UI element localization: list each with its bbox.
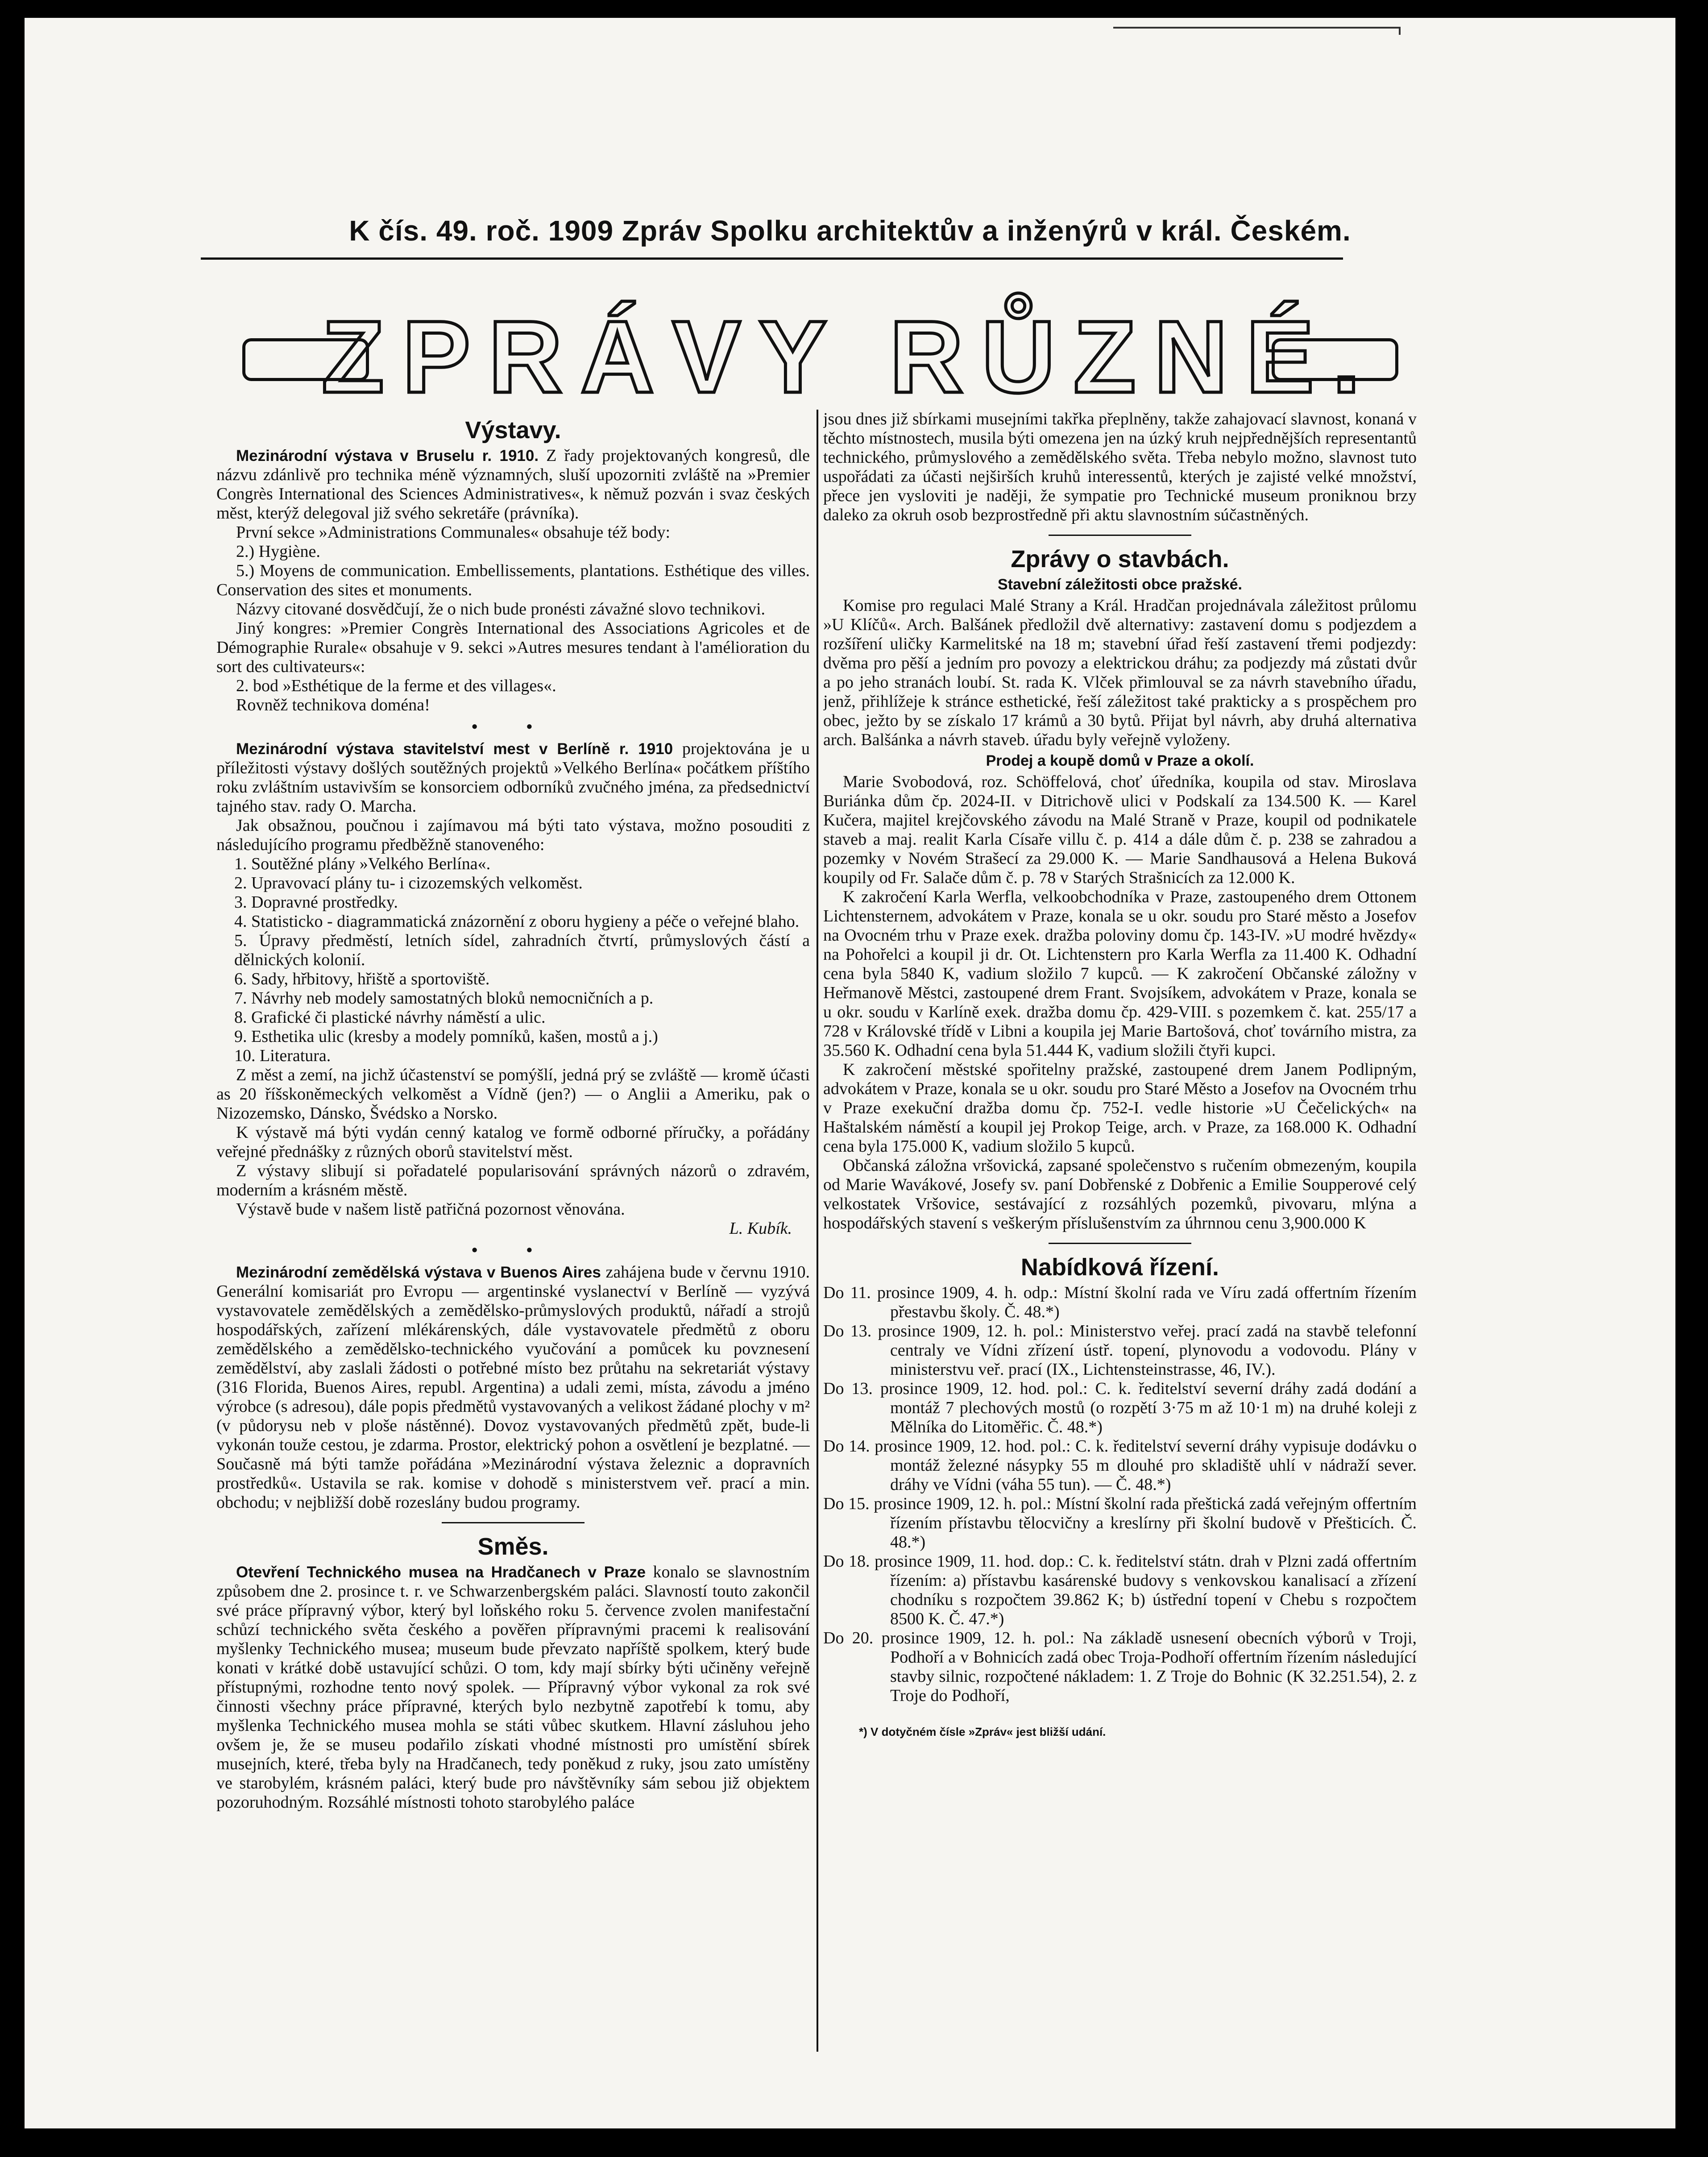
corner-mark [1113, 27, 1401, 35]
paragraph: První sekce »Administrations Communales« obsahuje též body: [236, 523, 671, 542]
program-item: 8. Grafické či plastické návrhy náměstí a ulic. [234, 1008, 546, 1027]
section-rule [1049, 1243, 1191, 1244]
program-item: 10. Literatura. [234, 1046, 331, 1065]
article-brusel [216, 446, 810, 523]
article-museum-continued: jsou dnes již sbírkami musejními takřka přeplněny, takže zahajovací slavnost, konaná v těchto místnostech, musila býti omezena jen na úzký kruh nejpřednějších representantů technického, průmyslového a zemědělského světa. Třeba nebylo možno, slavnost tuto uspořádati za účasti nejširších kruhů interessentů, kterých je zajisté velké množství, přece jen vysloviti je naději, že sympatie pro Technické museum proniknou brzy daleko za okruh osob bezprostředně při aktu slavnostním súčastněných. [823, 410, 1417, 524]
article-museum-text: konalo se slavnostním způsobem dne 2. prosince t. r. ve Schwarzenbergském paláci. Slavností touto zakončil své práce přípravný výbor, který byl loňského roku 5. července zvolen manifestační schůzí technického světa českého a pověřen přípravnými pracemi k realisování myšlenky Technického musea; museum bude převzato napříště spolkem, který bude konati v krátké době ustavující schůzi. O tom, kdy mají sbírky býti učiněny veřejně přístupnými, rozhodne tento nový spolek. — Přípravný výbor vykonal za rok své činnosti všechny práce přípravné, kterých bylo nezbytně zapotřebí k tomu, aby myšlenka Technického musea mohla se státi vůbec skutkem. Hlavní zásluhou jeho ovšem je, že se museu podařilo získati vhodné místnosti pro umístění sbírek musejních, které, třeba byly na Hradčanech, tedy poněkud z ruky, jsou zato umístěny ve starobylém, krásném paláci, který bude pro návštěvníky sám sebou již objektem pozoruhodným. Rozsáhlé místnosti tohoto starobylého paláce [216, 1563, 810, 1812]
article-buenos-text: zahájena bude v červnu 1910. Generální komisariát pro Evropu — argentinské vyslanectví v Berlíně — vyzývá vystavovatele zemědělských a zemědělsko-průmyslových produktů, nářadí a strojů hospodářských, zařízení mlékárenských, dále vystavovatele předmětů z oboru zemědělského a zemědělsko-technického vyučování a pomůcek ku povznesení zemědělství, aby zaslali žádosti o potřebné místo bez průtahu na sekretariát výstavy (316 Florida, Buenos Aires, republ. Argentina) a udali zemi, místa, závodu a jméno výrobce (s adresou), dále popis předmětů vystavovaných a velikost žádané plochy v m² (v půdorysu neb v ploše nástěnné). Dovoz vystavovaných předmětů zpět, bude-li vykonán touže cestou, je zdarma. Prostor, elektrický pohon a osvětlení je bezplatné. — Současně má býti tamže pořádána »Mezinárodní výstava železnic a dopravních prostředků«. Ustavila se rak. komise v dohodě s ministerstvem veř. prací a min. obchodu; v nejbližší době rozeslány budou programy. [216, 1263, 810, 1512]
paragraph: K zakročení městské spořitelny pražské, zastoupené drem Janem Podlipným, advokátem v Praze, konala se u okr. soudu pro Staré Město a Josefov na Ovocném trhu v Praze exekuční dražba domu čp. 752-I. vedle historie »U Čečelických« na Haštalském náměstí a koupil jej Prokop Teige, arch. v Praze, za 168.000 K. Odhadní cena byla 175.000 K, vadium složilo 5 kupců. [823, 1060, 1417, 1156]
article-berlin-text: projektována je u příležitosti výstavy došlých soutěžných projektů »Velkého Berlína« počátkem příštího roku zvláštním ustavivším se konsorciem odborníků zvučného jména, za předsednictví tajného stav. rady O. Marcha. [216, 739, 810, 816]
subheading-prodej: Prodej a koupě domů v Praze a okolí. [986, 752, 1254, 769]
tender-item: Do 20. prosince 1909, 12. h. pol.: Na základě usnesení obecních výborů v Troji, Podhoří a v Bohnicích zadá obec Troja-Podhoří offertním řízením následující stavby silnic, rozpočtené nákladem: 1. Z Troje do Bohnic (K 32.251.54), 2. z Troje do Podhoří, [823, 1629, 1417, 1705]
paragraph: Jak obsažnou, poučnou i zajímavou má býti tato výstava, možno posouditi z následujícího programu předběžně stanoveného: [216, 816, 810, 854]
tender-item: Do 14. prosince 1909, 12. hod. pol.: C. k. ředitelství severní dráhy vypisuje dodávku o montáž železné násypky 55 m dlouhé pro skladiště uhlí v nádraží sever. dráhy ve Vídni (váha 55 tun). — Č. 48.*) [823, 1437, 1417, 1494]
document-page [25, 18, 1675, 2128]
paragraph: 2. bod »Esthétique de la ferme et des villages«. [236, 676, 556, 695]
right-column [823, 410, 1417, 2105]
paragraph: Komise pro regulaci Malé Strany a Král. Hradčan projednávala záležitost průlomu »U Klíčů«. Arch. Balšánek předložil dvě alternativy: zastavení domu s podjezdem a rozšíření uličky Karmelitské na 18 m; stavební úřad řeší zastavení třemi podjezdy: dvěma pro pěší a jedním pro povozy a elektrickou dráhu; za podjezdy má zůstati dvůr a po jeho stranách loubí. St. rada K. Vlček přimlouval se za návrh stavebního úřadu, jenž, přihlížeje k stránce esthetické, řeší záležitost také prakticky a s prospěchem pro obec, ježto by se získalo 17 krámů a 30 bytů. Přijat byl návrh, aby druhá alternativa arch. Balšánka a návrh staveb. úřadu byly veřejně vyloženy. [823, 596, 1417, 749]
paragraph: 5.) Moyens de communication. Embellissements, plantations. Esthétique des villes. Conservation des sites et monuments. [216, 561, 810, 599]
paragraph: Rovněž technikova doména! [236, 696, 430, 714]
tender-item: Do 11. prosince 1909, 4. h. odp.: Místní školní rada ve Víru zadá offertním řízením přestavbu školy. Č. 48.*) [823, 1283, 1417, 1321]
heading-rizeni: Nabídková řízení. [1020, 1254, 1219, 1281]
program-item: 6. Sady, hřbitovy, hřiště a sportoviště. [234, 970, 490, 988]
subheading-stavebni: Stavební záležitosti obce pražské. [998, 576, 1242, 593]
tender-item: Do 15. prosince 1909, 12. h. pol.: Místní školní rada přeštická zadá veřejným offertním řízením přístavbu tělocvičny a kreslírny při školní budově v Přešticích. Č. 48.*) [823, 1494, 1417, 1551]
heading-smes: Směs. [477, 1533, 549, 1560]
tender-item: Do 13. prosince 1909, 12. hod. pol.: C. k. ředitelství severní dráhy zadá dodání a montáž 7 plechových mostů (o rozpětí 3·75 m až 10·1 m) na druhé koleji z Mělníka do Litoměřic. Č. 48.*) [823, 1379, 1417, 1436]
paragraph: Jiný kongres: »Premier Congrès International des Associations Agricoles et de Démographie Rurale« obsahuje v 9. sekci »Autres mesures tendant à l'amélioration du sort des cultivateurs«: [216, 619, 810, 676]
article-berlin [216, 739, 810, 816]
separator-dots: • • [471, 1241, 555, 1260]
heading-stavby: Zprávy o stavbách. [1011, 546, 1229, 572]
article-brusel-text: Z řady projektovaných kongresů, dle názvu zdánlivě pro technika méně významných, sluší upozorniti zvláště na »Premier Congrès International des Sciences Administratives«, k němuž pozván i svaz českých měst, kterýž delegoval již svého sekretáře (právníka). [216, 446, 810, 523]
paragraph: Výstavě bude v našem listě patřičná pozornost věnována. [236, 1200, 625, 1219]
paragraph: K výstavě má býti vydán cenný katalog ve formě odborné příručky, a pořádány veřejné přednášky z různých oborů stavitelství měst. [216, 1123, 810, 1161]
column-divider [817, 410, 818, 2052]
program-item: 4. Statisticko - diagrammatická znázornění z oboru hygieny a péče o veřejné blaho. [234, 912, 800, 931]
paragraph: K zakročení Karla Werfla, velkoobchodníka v Praze, zastoupeného drem Ottonem Lichtensternem, advokátem v Praze, konala se u okr. soudu pro Staré město a Josefov na Ovocném trhu v Praze exek. dražba poloviny domu čp. 143-IV. »U modré hvězdy« na Pohořelci a koupil ji dr. Ot. Lichtenstern pro Karla Werfla za 11.400 K. Odhadní cena byla 5840 K, vadium složilo 7 kupců. — K zakročení Občanské záložny v Heřmanově Městci, zastoupené drem Frant. Svojsíkem, advokátem v Praze, konala se u okr. soudu v Karlíně exek. dražba domu čp. 429-VIII. s pozemkem č. kat. 255/17 a 728 v Královské třídě v Libni a koupila jej Marie Bartošová, choť továrního mistra, za 35.560 K. Odhadní cena byla 51.444 K, vadium složili čtyři kupci. [823, 888, 1417, 1060]
section-rule [442, 1522, 585, 1523]
masthead-rule [201, 257, 1343, 260]
footnote: *) V dotyčném čísle »Zpráv« jest bližší udání. [859, 1725, 1106, 1738]
article-brusel-lead: Mezinárodní výstava v Bruselu r. 1910. [236, 447, 539, 465]
masthead: K čís. 49. roč. 1909 Zpráv Spolku architektův a inženýrů v král. Českém. [349, 215, 1351, 247]
program-item: 1. Soutěžné plány »Velkého Berlína«. [234, 855, 491, 873]
article-museum [216, 1563, 810, 1812]
article-berlin-lead: Mezinárodní výstava stavitelství mest v Berlíně r. 1910 [236, 740, 673, 758]
paragraph: Občanská záložna vršovická, zapsané společenstvo s ručením obmezeným, koupila od Marie Wavákové, Josefy sv. paní Dobřenské z Dobřenic a Emilie Soupperové celý velkostatek Vršovice, sestávající z rozsáhlých pozemků, pivovaru, mlýna a hospodářských stavení s veškerým příslušenstvím za úhrnnou cenu 3,900.000 K [823, 1156, 1417, 1232]
left-column [216, 410, 810, 2105]
paragraph: Marie Svobodová, roz. Schöffelová, choť úředníka, koupila od stav. Miroslava Buriánka dům čp. 2024-II. v Ditrichově ulici v Podskalí za 134.500 K. — Karel Kučera, majitel krejčovského závodu na Malé Straně v Praze, koupil od podnikatele staveb a maj. realit Karla Císaře villu č. p. 414 a dále dům č. p. 238 se zahradou a pozemky v Novém Strašecí za 29.000 K. — Marie Sandhausová a Helena Buková koupily od Fr. Salače dům č. p. 78 v Starých Strašnicích za 12.000 K. [823, 772, 1417, 887]
author-signature: L. Kubík. [729, 1219, 792, 1238]
program-item: 2. Upravovací plány tu- i cizozemských velkoměst. [234, 874, 583, 892]
paragraph: Z výstavy slibují si pořadatelé popularisování správných názorů o zdravém, moderním a krásném městě. [216, 1161, 810, 1199]
article-buenos [216, 1263, 810, 1512]
paragraph: Z měst a zemí, na jichž účastenství se pomýšlí, jedná prý se zvláště — kromě účasti as 20 říšskoněmeckých velkoměst a Vídně (jen?) — o Anglii a Ameriku, pak o Nizozemsko, Dánsko, Švédsko a Norsko. [216, 1066, 810, 1123]
heading-vystavy: Výstavy. [465, 417, 561, 444]
paragraph: Názvy citované dosvědčují, že o nich bude pronésti závažné slovo technikovi. [236, 600, 766, 618]
article-buenos-lead: Mezinárodní zemědělská výstava v Buenos Aires [236, 1264, 601, 1281]
section-banner: ZPRÁVY RŮZNÉ. [321, 299, 1379, 414]
separator-dots: • • [471, 718, 555, 736]
program-item: 9. Esthetika ulic (kresby a modely pomníků, kašen, mostů a j.) [234, 1027, 658, 1046]
program-item: 3. Dopravné prostředky. [234, 893, 398, 912]
paragraph: 2.) Hygiène. [236, 542, 320, 561]
tender-item: Do 13. prosince 1909, 12. h. pol.: Ministerstvo veřej. prací zadá na stavbě telefonní centraly ve Vídni zřízení ústř. topení, plynovodu a vodovodu. Plány v ministerstvu veř. prací (IX., Lichtensteinstrasse, 46, IV.). [823, 1322, 1417, 1379]
tender-item: Do 18. prosince 1909, 11. hod. dop.: C. k. ředitelství státn. drah v Plzni zadá offertním řízením: a) přístavbu kasárenské budovy s venkovskou kanalisací a zřízení chodníku s rozpočtem 39.862 K; b) ústřední topení v Chebu s rozpočtem 8500 K. Č. 47.*) [823, 1552, 1417, 1628]
section-rule [1049, 535, 1191, 536]
program-item: 5. Úpravy předměstí, letních sídel, zahradních čtvrtí, průmyslových částí a dělnických kolonií. [234, 931, 810, 969]
program-item: 7. Návrhy neb modely samostatných bloků nemocničních a p. [234, 989, 654, 1008]
article-museum-lead: Otevření Technického musea na Hradčanech v Praze [236, 1564, 646, 1581]
